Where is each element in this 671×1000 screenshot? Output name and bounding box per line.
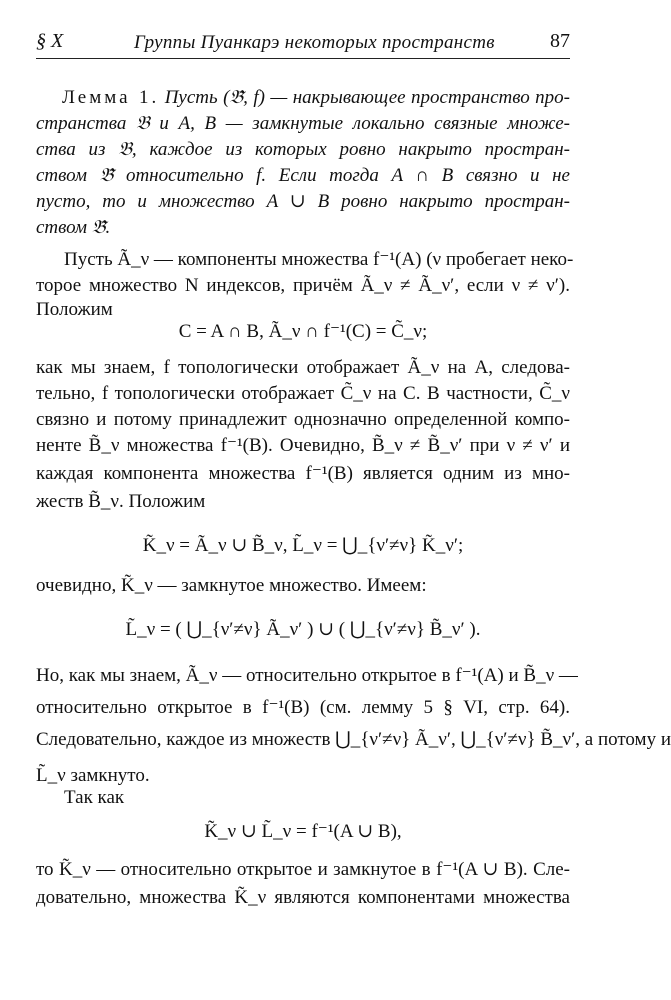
text-line: то K̃_ν — относительно открытое и замкнутое в f⁻¹(A ∪ B). Сле- — [36, 859, 570, 880]
equation: K̃_ν = Ã_ν ∪ B̃_ν, L̃_ν = ⋃_{ν′≠ν} K̃_ν′; — [142, 535, 464, 556]
text-line: торое множество N индексов, причём Ã_ν ≠ Ã_ν′, если ν ≠ ν′). — [36, 275, 570, 296]
text-line: ненте B̃_ν множества f⁻¹(B). Очевидно, B̃_ν ≠ B̃_ν′ при ν ≠ ν′ и — [36, 435, 570, 456]
text-line: Но, как мы знаем, Ã_ν — относительно открытое в f⁻¹(A) и B̃_ν — — [36, 665, 578, 686]
text-line: Так как — [64, 787, 125, 808]
section-marker: § X — [36, 30, 64, 52]
text-line: жеств B̃_ν. Положим — [36, 491, 206, 512]
running-header — [36, 30, 570, 54]
text-line: очевидно, K̃_ν — замкнутое множество. Имеем: — [36, 575, 427, 596]
lemma-line: ства из 𝔅, каждое из которых ровно накрыто простран- — [36, 139, 570, 160]
equation: K̃_ν ∪ L̃_ν = f⁻¹(A ∪ B), — [204, 821, 402, 842]
text-line: как мы знаем, f топологически отображает Ã_ν на A, следова- — [36, 357, 570, 378]
header-title: Группы Пуанкарэ некоторых пространств — [134, 32, 495, 53]
lemma-line: странства 𝔅 и A, B — замкнутые локально связные множе- — [36, 113, 570, 134]
text-line: каждая компонента множества f⁻¹(B) является одним из мно- — [36, 463, 570, 484]
header-rule — [36, 58, 570, 59]
lemma-line: пусто, то и множество A ∪ B ровно накрыто простран- — [36, 191, 570, 212]
text-line: довательно, множества K̃_ν являются компонентами множества — [36, 887, 570, 908]
page-number: 87 — [550, 30, 570, 52]
equation: L̃_ν = ( ⋃_{ν′≠ν} Ã_ν′ ) ∪ ( ⋃_{ν′≠ν} B̃_ν′ ). — [125, 619, 481, 640]
equation: C = A ∩ B, Ã_ν ∩ f⁻¹(C) = C̃_ν; — [178, 321, 428, 342]
text-line: L̃_ν замкнуто. — [36, 765, 150, 786]
lemma-text: Пусть (𝔅̃, f) — накрывающее пространство про- — [164, 87, 571, 108]
text-line: Пусть Ã_ν — компоненты множества f⁻¹(A) (ν пробегает неко- — [64, 249, 574, 270]
lemma-line — [36, 86, 570, 110]
lemma-line: ством 𝔅̃ относительно f. Если тогда A ∩ B связно и не — [36, 165, 570, 186]
lemma-line: ством 𝔅̃. — [36, 217, 111, 238]
lemma-label: Лемма 1. — [62, 87, 160, 108]
text-line: Следовательно, каждое из множеств ⋃_{ν′≠ν} Ã_ν′, ⋃_{ν′≠ν} B̃_ν′, а потому и — [36, 729, 671, 750]
text-line: относительно открытое в f⁻¹(B) (см. лемму 5 § VI, стр. 64). — [36, 697, 570, 718]
text-line: тельно, f топологически отображает C̃_ν на C. В частности, C̃_ν — [36, 383, 570, 404]
text-line: Положим — [36, 299, 113, 320]
text-line: связно и потому принадлежит однозначно определенной компо- — [36, 409, 570, 430]
